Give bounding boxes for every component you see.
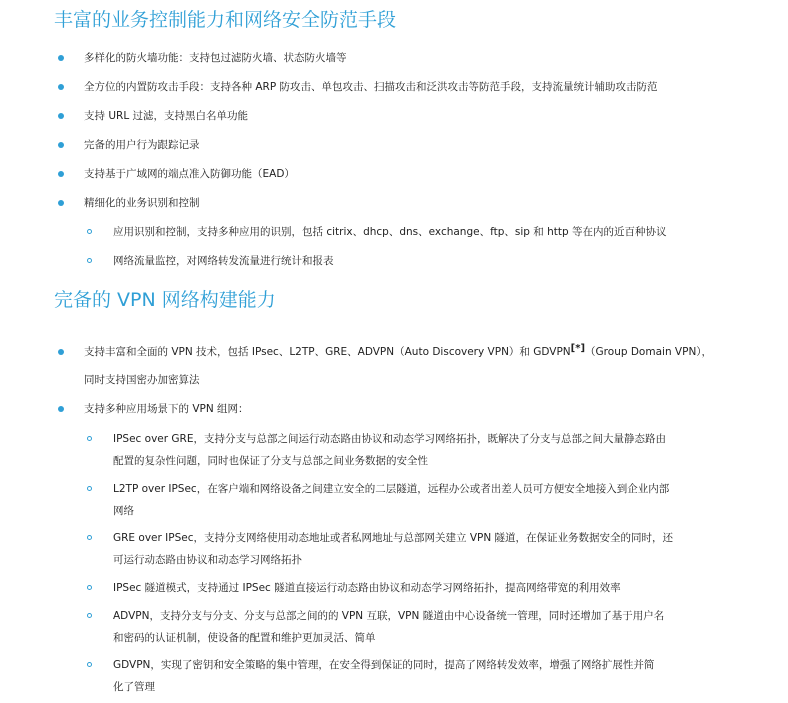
hollow-circle-bullet-icon [87,486,92,491]
filled-circle-bullet-icon [58,171,64,177]
sub-list-item [113,605,753,649]
sub-list-item [113,478,753,522]
section-heading-security: 丰富的业务控制能力和网络安全防范手段 [54,9,397,31]
section-heading-vpn: 完备的 VPN 网络构建能力 [54,289,276,311]
sub-list-item [113,250,753,272]
sub-list-item-text-line1: L2TP over IPSec，在客户端和网络设备之间建立安全的二层隧道，远程办公或者出差人员可方便安全地接入到企业内部 [113,483,670,495]
sub-list-item-text-line1: ADVPN，支持分支与分支、分支与总部之间的的 VPN 互联，VPN 隧道由中心设备统一管理，同时还增加了基于用户名 [113,610,665,622]
filled-circle-bullet-icon [58,84,64,90]
sub-list-item-text-line1: IPSec over GRE，支持分支与总部之间运行动态路由协议和动态学习网络拓扑，既解决了分支与总部之间大量静态路由 [113,433,666,445]
sub-list-item-text-line2: 可运行动态路由协议和动态学习网络拓扑 [113,554,302,566]
filled-circle-bullet-icon [58,349,64,355]
sub-list-item-text-line1: GRE over IPSec，支持分支网络使用动态地址或者私网地址与总部网关建立 VPN 隧道，在保证业务数据安全的同时，还 [113,532,674,544]
list-item-text: 精细化的业务识别和控制 [84,197,200,209]
sub-list-item [113,527,753,571]
filled-circle-bullet-icon [58,55,64,61]
sub-list-item-text-line2: 配置的复杂性问题，同时也保证了分支与总部之间业务数据的安全性 [113,455,428,467]
list-item [84,398,764,420]
vpn-tech-text: 支持丰富和全面的 VPN 技术，包括 IPsec、L2TP、GRE、ADVPN（Auto Discovery VPN）和 GDVPN [84,346,571,358]
sub-list-item-text-line2: 网络 [113,505,134,517]
sub-list-item-text: 网络流量监控，对网络转发流量进行统计和报表 [113,255,334,267]
hollow-circle-bullet-icon [87,258,92,263]
list-item-text: 支持多种应用场景下的 VPN 组网： [84,403,249,415]
list-item [84,341,764,391]
list-item [84,134,764,156]
list-item-text: 全方位的内置防攻击手段：支持各种 ARP 防攻击、单包攻击、扫描攻击和泛洪攻击等防范手段，支持流量统计辅助攻击防范 [84,81,658,93]
hollow-circle-bullet-icon [87,662,92,667]
list-item-text-line2: 同时支持国密办加密算法 [84,374,200,386]
sub-list-item [113,654,753,698]
sub-list-item [113,577,753,599]
hollow-circle-bullet-icon [87,436,92,441]
filled-circle-bullet-icon [58,113,64,119]
filled-circle-bullet-icon [58,142,64,148]
filled-circle-bullet-icon [58,406,64,412]
list-item-text: 支持 URL 过滤，支持黑白名单功能 [84,110,249,122]
footnote-marker[interactable]: [*] [570,343,586,354]
sub-list-item-text-line2: 和密码的认证机制，使设备的配置和维护更加灵活、简单 [113,632,376,644]
list-item-text: 多样化的防火墙功能：支持包过滤防火墙、状态防火墙等 [84,52,347,64]
list-item [84,163,764,185]
hollow-circle-bullet-icon [87,613,92,618]
hollow-circle-bullet-icon [87,585,92,590]
list-item [84,105,764,127]
list-item [84,76,764,98]
list-item-text: 支持基于广域网的端点准入防御功能（EAD） [84,168,295,180]
sub-list-item [113,221,753,243]
hollow-circle-bullet-icon [87,229,92,234]
sub-list-item-text-line1: GDVPN，实现了密钥和安全策略的集中管理，在安全得到保证的同时，提高了网络转发效率，增强了网络扩展性并简 [113,659,655,671]
sub-list-item-text-line1: IPSec 隧道模式，支持通过 IPSec 隧道直接运行动态路由协议和动态学习网络拓扑，提高网络带宽的利用效率 [113,582,621,594]
list-item-text-line1 [84,341,764,363]
filled-circle-bullet-icon [58,200,64,206]
list-item [84,47,764,69]
sub-list-item-text: 应用识别和控制，支持多种应用的识别，包括 citrix、dhcp、dns、exchange、ftp、sip 和 http 等在内的近百种协议 [113,226,667,238]
list-item-text: 完备的用户行为跟踪记录 [84,139,200,151]
hollow-circle-bullet-icon [87,535,92,540]
sub-list-item-text-line2: 化了管理 [113,681,155,693]
list-item [84,192,764,214]
vpn-tech-text-end: （Group Domain VPN）， [585,346,713,358]
sub-list-item [113,428,753,472]
